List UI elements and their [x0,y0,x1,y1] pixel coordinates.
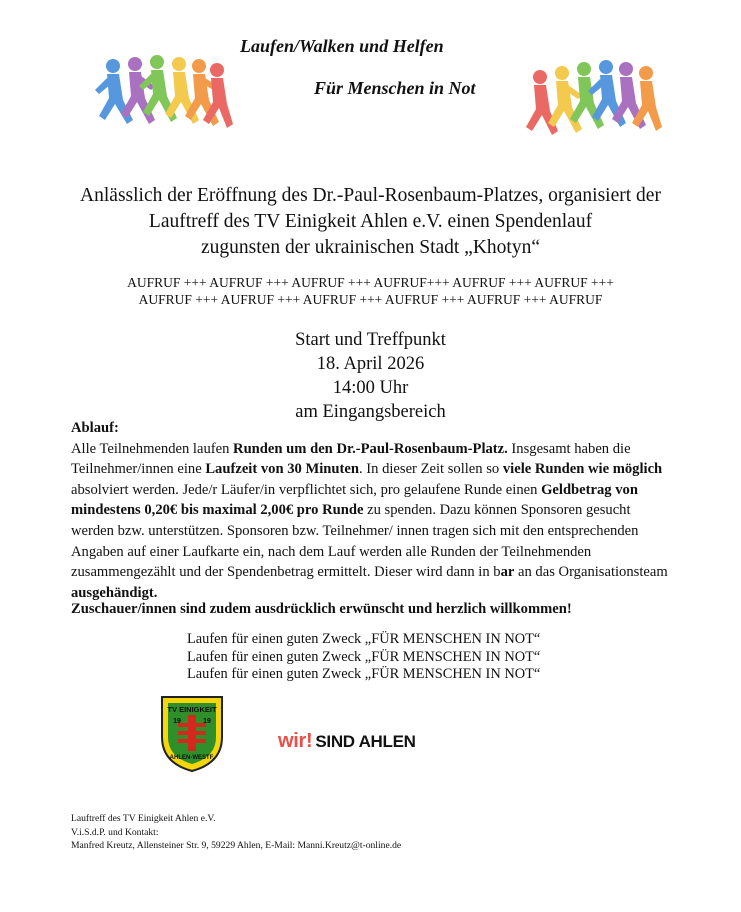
ablauf-emphasis: Laufzeit von 30 Minuten [205,461,359,478]
ablauf-emphasis: ausgehändigt. [71,584,158,601]
tv-logo-year-right: 19 [203,718,211,725]
start-info [40,328,701,424]
ablauf-text: Insgesamt haben die Teilnehmer/innen eine [71,440,631,478]
zweck-lines [187,631,540,684]
ablauf-emphasis: viele Runden wie möglich [502,461,663,478]
aufruf-banner [40,274,701,308]
zweck-line: Laufen für einen guten Zweck „FÜR MENSCHEN IN NOT“ [187,631,541,647]
start-heading: Start und Treffpunkt [295,330,446,350]
wir-sind-ahlen-logo [278,730,416,753]
ablauf-text: zu spenden. Dazu können Sponsoren gesucht werden bzw. unterstützen. Sponsoren bzw. Teilnehmer/ innen tragen sich mit den entsprechenden Angaben auf einer Laufkarte ein, nach dem Lauf werden alle Runden der Teilnehmenden zusammengezählt und der Spendenbetrag ermittelt. Dieser wird dann in b [71,502,639,581]
start-place: am Eingangsbereich [295,402,446,422]
ablauf-paragraph [71,439,671,604]
tv-logo-top-text: TV EINIGKEIT [167,705,217,714]
aufruf-line: AUFRUF +++ AUFRUF +++ AUFRUF +++ AUFRUF +++ AUFRUF +++ AUFRUF [138,292,603,307]
zuschauer-note: Zuschauer/innen sind zudem ausdrücklich erwünscht und herzlich willkommen! [71,601,572,617]
aufruf-line: AUFRUF +++ AUFRUF +++ AUFRUF +++ AUFRUF+++ AUFRUF +++ AUFRUF +++ [127,275,614,290]
tv-logo-bottom-text: AHLEN-WESTF. [169,755,215,761]
ablauf-text: Alle Teilnehmenden laufen [71,440,234,457]
intro-line: zugunsten der ukrainischen Stadt „Khotyn“ [201,237,540,258]
ablauf-text: . In dieser Zeit sollen so [358,461,503,478]
intro-text [40,183,701,261]
tv-logo-year-left: 19 [173,718,181,725]
header-title-line2: Für Menschen in Not [314,78,476,98]
zweck-line: Laufen für einen guten Zweck „FÜR MENSCHEN IN NOT“ [187,666,541,682]
ablauf-text: absolviert werden. Jede/r Läufer/in verpflichtet sich, pro gelaufene Runde einen [71,481,542,498]
runners-illustration-left [93,50,233,140]
ablauf-emphasis: ar [500,564,515,581]
ablauf-text: an das Organisationsteam [514,564,668,581]
wir-logo-suffix: SIND AHLEN [315,732,416,751]
footer [71,812,401,853]
zweck-line: Laufen für einen guten Zweck „FÜR MENSCHEN IN NOT“ [187,648,541,665]
header-title-line1: Laufen/Walken und Helfen [240,36,444,56]
start-time: 14:00 Uhr [332,378,409,398]
ablauf-section [71,418,671,603]
ablauf-emphasis: Geldbetrag von mindestens 0,20€ bis maximal 2,00€ pro Runde [71,481,638,519]
intro-line: Lauftreff des TV Einigkeit Ahlen e.V. einen Spendenlauf [148,211,593,232]
ablauf-heading: Ablauf: [71,420,119,436]
ablauf-emphasis: Runden um den Dr.-Paul-Rosenbaum-Platz. [233,440,508,457]
footer-line: Lauftreff des TV Einigkeit Ahlen e.V. [71,813,216,824]
wir-logo-prefix: wir! [278,730,313,752]
footer-line: V.i.S.d.P. und Kontakt: [71,826,159,838]
tv-einigkeit-logo [158,693,226,773]
footer-line: Manfred Kreutz, Allensteiner Str. 9, 59229 Ahlen, E-Mail: Manni.Kreutz@t-online.de [71,840,402,851]
intro-line: Anlässlich der Eröffnung des Dr.-Paul-Rosenbaum-Platzes, organisiert der [80,185,661,206]
runners-illustration-right [522,55,662,145]
start-date: 18. April 2026 [316,354,425,374]
